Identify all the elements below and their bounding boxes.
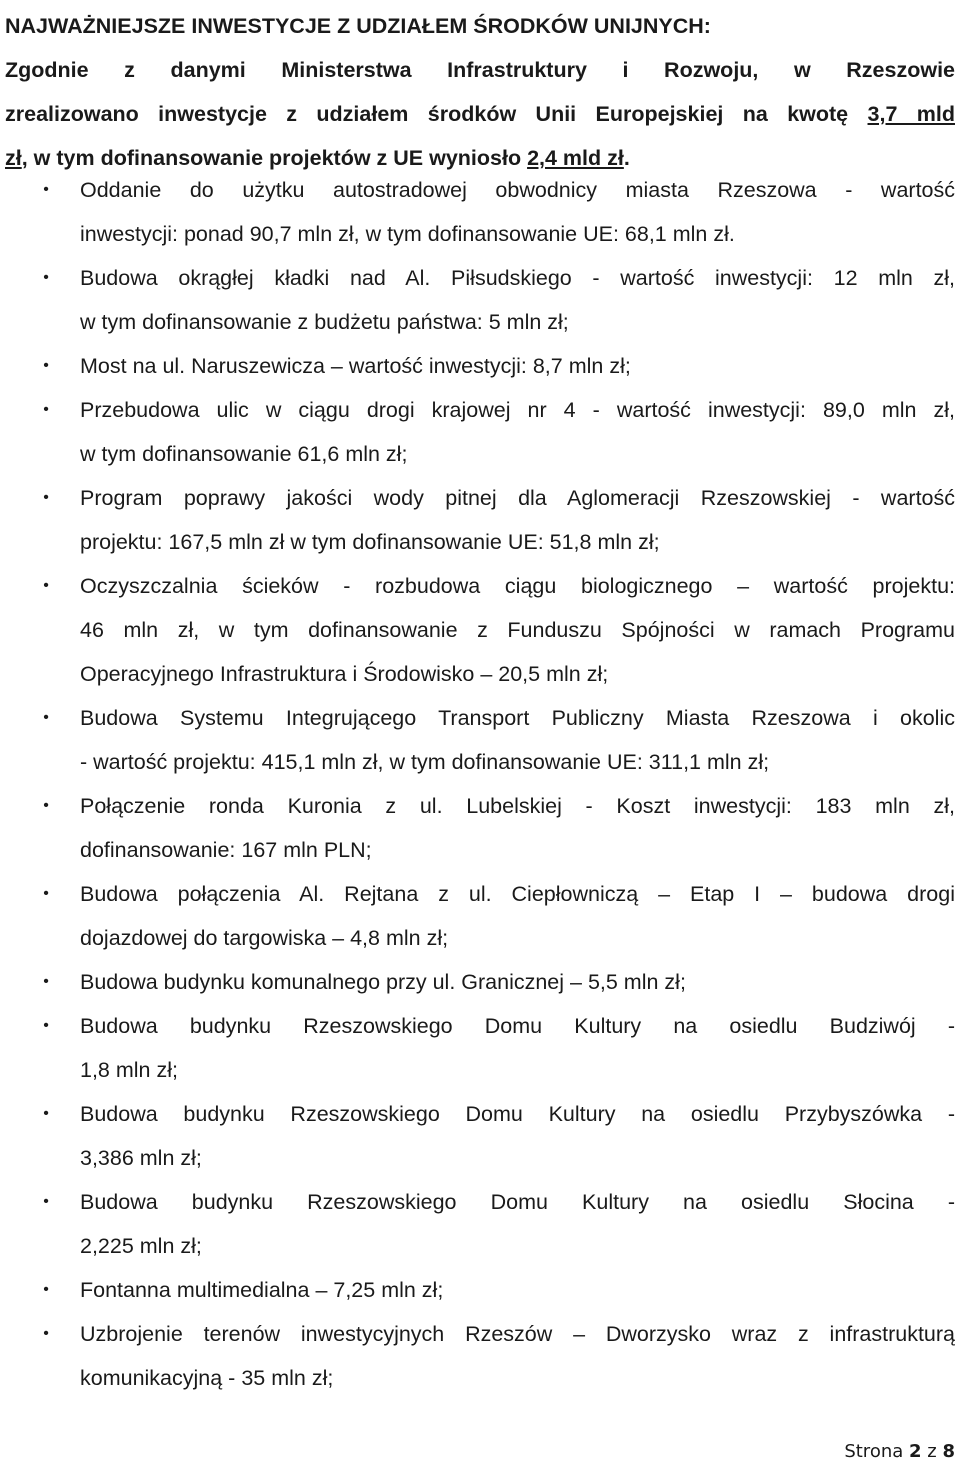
bullet-icon: • bbox=[43, 973, 49, 990]
amount-total: 3,7 mld bbox=[867, 102, 955, 126]
bullet-icon: • bbox=[43, 357, 49, 374]
list-item-line: 46 mln zł, w tym dofinansowanie z Funduszu Spójności w ramach Programu bbox=[80, 618, 955, 642]
list-item-line: komunikacyjną - 35 mln zł; bbox=[80, 1366, 334, 1390]
list-item bbox=[0, 564, 960, 696]
list-item bbox=[0, 1092, 960, 1180]
intro-heading: NAJWAŻNIEJSZE INWESTYCJE Z UDZIAŁEM ŚRODKÓW UNIJNYCH: bbox=[5, 14, 711, 38]
list-item-line: Oczyszczalnia ścieków - rozbudowa ciągu biologicznego – wartość projektu: bbox=[80, 574, 955, 598]
list-item-line: Budowa budynku Rzeszowskiego Domu Kultury na osiedlu Słocina - bbox=[80, 1190, 955, 1214]
list-item-line: w tym dofinansowanie z budżetu państwa: 5 mln zł; bbox=[80, 310, 569, 334]
list-item-line: 1,8 mln zł; bbox=[80, 1058, 178, 1082]
list-item-line: Budowa budynku Rzeszowskiego Domu Kultury na osiedlu Budziwój - bbox=[80, 1014, 955, 1038]
list-item bbox=[0, 388, 960, 476]
list-item bbox=[0, 1180, 960, 1268]
list-item-line: Przebudowa ulic w ciągu drogi krajowej nr 4 - wartość inwestycji: 89,0 mln zł, bbox=[80, 398, 955, 422]
list-item bbox=[0, 1268, 960, 1312]
investment-list bbox=[0, 168, 960, 1400]
intro-line-2 bbox=[5, 92, 955, 136]
intro-line-3-text: , w tym dofinansowanie projektów z UE wyniosło bbox=[21, 146, 528, 170]
bullet-icon: • bbox=[43, 1281, 49, 1298]
intro-section bbox=[5, 4, 955, 180]
bullet-icon: • bbox=[43, 401, 49, 418]
page-total: 8 bbox=[942, 1441, 955, 1462]
intro-line-1: Zgodnie z danymi Ministerstwa Infrastruktury i Rozwoju, w Rzeszowie bbox=[5, 58, 955, 82]
bullet-icon: • bbox=[43, 797, 49, 814]
intro-line-2-text: zrealizowano inwestycje z udziałem środków Unii Europejskiej na kwotę bbox=[5, 102, 868, 126]
list-item bbox=[0, 168, 960, 256]
page-of: z bbox=[927, 1441, 937, 1462]
list-item bbox=[0, 1312, 960, 1400]
list-item-line: - wartość projektu: 415,1 mln zł, w tym dofinansowanie UE: 311,1 mln zł; bbox=[80, 750, 770, 774]
list-item-line: projektu: 167,5 mln zł w tym dofinansowanie UE: 51,8 mln zł; bbox=[80, 530, 660, 554]
list-item-line: Budowa połączenia Al. Rejtana z ul. Ciepłowniczą – Etap I – budowa drogi bbox=[80, 882, 955, 906]
page-number: 2 bbox=[909, 1441, 922, 1462]
page-label: Strona bbox=[844, 1441, 904, 1462]
bullet-icon: • bbox=[43, 885, 49, 902]
list-item-line: dojazdowej do targowiska – 4,8 mln zł; bbox=[80, 926, 449, 950]
list-item-line: Uzbrojenie terenów inwestycyjnych Rzeszów – Dworzysko wraz z infrastrukturą bbox=[80, 1322, 955, 1346]
bullet-icon: • bbox=[43, 489, 49, 506]
list-item-line: 3,386 mln zł; bbox=[80, 1146, 202, 1170]
bullet-icon: • bbox=[43, 269, 49, 286]
bullet-icon: • bbox=[43, 181, 49, 198]
list-item bbox=[0, 476, 960, 564]
list-item-line: Budowa budynku komunalnego przy ul. Granicznej – 5,5 mln zł; bbox=[80, 970, 686, 994]
bullet-icon: • bbox=[43, 577, 49, 594]
amount-total-currency: zł bbox=[5, 146, 22, 170]
list-item-line: Program poprawy jakości wody pitnej dla Aglomeracji Rzeszowskiej - wartość bbox=[80, 486, 955, 510]
list-item-line: Budowa okrągłej kładki nad Al. Piłsudskiego - wartość inwestycji: 12 mln zł, bbox=[80, 266, 955, 290]
list-item bbox=[0, 960, 960, 1004]
bullet-icon: • bbox=[43, 1193, 49, 1210]
list-item-line: Budowa Systemu Integrującego Transport Publiczny Miasta Rzeszowa i okolic bbox=[80, 706, 955, 730]
bullet-icon: • bbox=[43, 709, 49, 726]
list-item bbox=[0, 784, 960, 872]
list-item bbox=[0, 256, 960, 344]
list-item-line: Połączenie ronda Kuronia z ul. Lubelskiej - Koszt inwestycji: 183 mln zł, bbox=[80, 794, 955, 818]
page-footer bbox=[844, 1440, 955, 1464]
list-item bbox=[0, 696, 960, 784]
list-item-line: Budowa budynku Rzeszowskiego Domu Kultury na osiedlu Przybyszówka - bbox=[80, 1102, 955, 1126]
bullet-icon: • bbox=[43, 1105, 49, 1122]
intro-line-3-end: . bbox=[623, 146, 630, 170]
list-item bbox=[0, 872, 960, 960]
list-item-line: Most na ul. Naruszewicza – wartość inwestycji: 8,7 mln zł; bbox=[80, 354, 631, 378]
list-item-line: Operacyjnego Infrastruktura i Środowisko – 20,5 mln zł; bbox=[80, 662, 609, 686]
bullet-icon: • bbox=[43, 1017, 49, 1034]
list-item-line: w tym dofinansowanie 61,6 mln zł; bbox=[80, 442, 408, 466]
amount-eu: 2,4 mld zł bbox=[527, 146, 624, 170]
list-item-line: inwestycji: ponad 90,7 mln zł, w tym dofinansowanie UE: 68,1 mln zł. bbox=[80, 222, 735, 246]
list-item-line: dofinansowanie: 167 mln PLN; bbox=[80, 838, 372, 862]
list-item-line: 2,225 mln zł; bbox=[80, 1234, 202, 1258]
list-item-line: Oddanie do użytku autostradowej obwodnicy miasta Rzeszowa - wartość bbox=[80, 178, 955, 202]
list-item bbox=[0, 1004, 960, 1092]
list-item bbox=[0, 344, 960, 388]
bullet-icon: • bbox=[43, 1325, 49, 1342]
list-item-line: Fontanna multimedialna – 7,25 mln zł; bbox=[80, 1278, 444, 1302]
